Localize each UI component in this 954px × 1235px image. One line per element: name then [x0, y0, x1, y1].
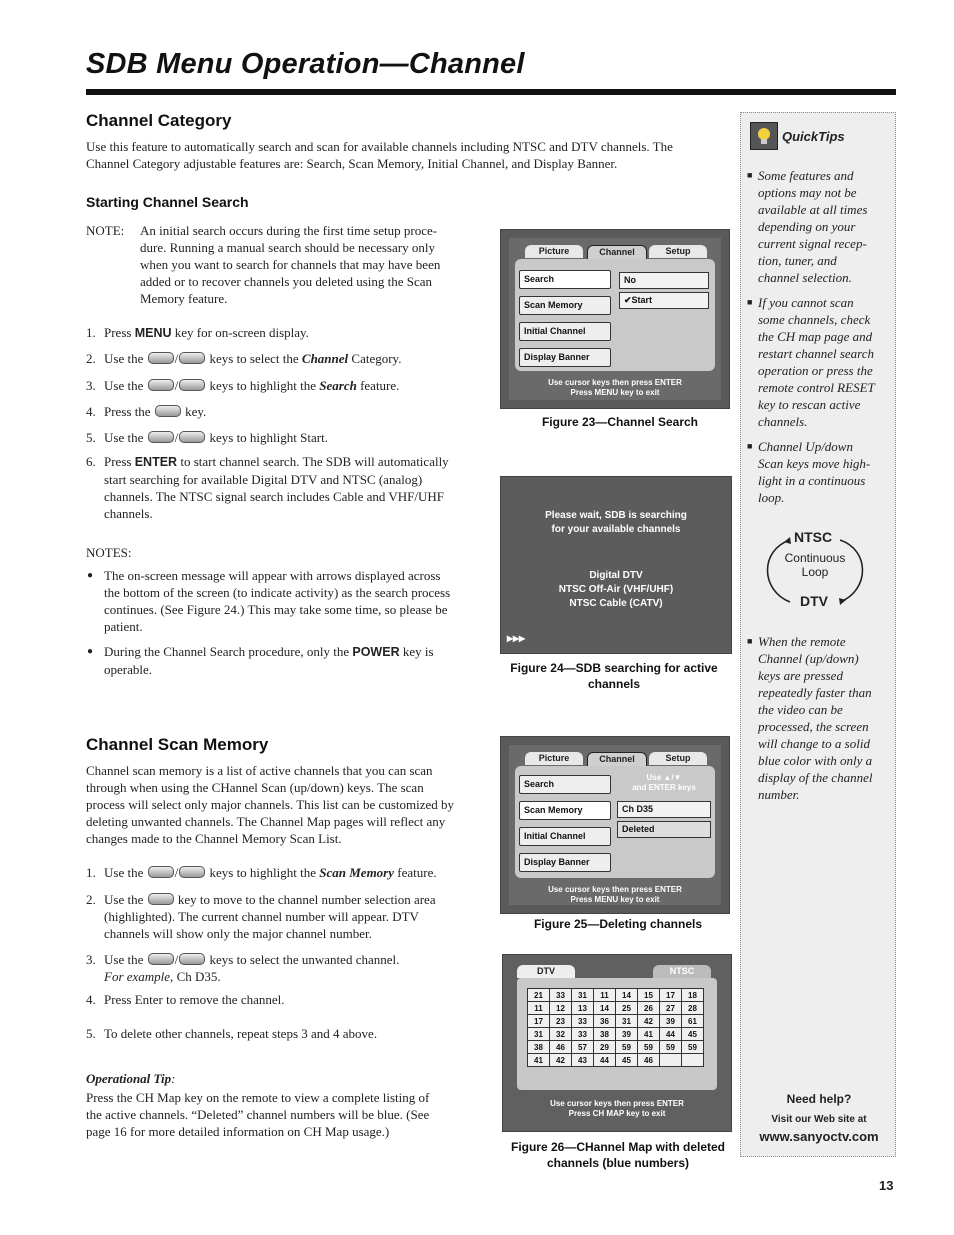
step-number: 3. [86, 378, 96, 393]
tip-line: key to rescan active [758, 397, 861, 412]
loop-center-label [782, 551, 848, 579]
searching-message [511, 509, 721, 537]
tip-line: If you cannot scan [758, 295, 854, 310]
down-arrow-key-icon [179, 379, 205, 391]
menu-item-search: Search [519, 775, 611, 794]
step-number: 1. [86, 325, 96, 340]
tab-picture: Picture [525, 245, 583, 258]
tip-line: available at all times [758, 202, 868, 217]
hint-line: Use cursor keys then press ENTER [548, 378, 682, 387]
channel-cell: 41 [528, 1054, 550, 1067]
step-text: channels. The NTSC signal search includes Cable and VHF/UHF [104, 489, 444, 504]
title-rule [86, 89, 896, 95]
square-bullet-icon: ■ [747, 441, 753, 451]
step-text: keys to select the [206, 351, 302, 366]
figure-25-deleting-channels [500, 736, 730, 914]
visit-label: Visit our Web site at [771, 1114, 867, 1125]
tip-line: operation or press the [758, 363, 873, 378]
intro-line: deleting unwanted channels. The Channel Map pages will reflect any [86, 814, 446, 829]
tip-line: depending on your [758, 219, 856, 234]
channel-cell: 23 [550, 1015, 572, 1028]
loop-label-line: Loop [801, 565, 829, 579]
power-key-label: POWER [352, 645, 400, 659]
tip-line: Some features and [758, 168, 854, 183]
step-text: Use the [104, 378, 147, 393]
step-text: to start channel search. The SDB will automatically [177, 454, 449, 469]
channel-cell [660, 1054, 682, 1067]
hint-line: Use cursor keys then press ENTER [550, 1099, 684, 1108]
channel-cell: 57 [572, 1041, 594, 1054]
help-line: Use ▲/▼ [646, 773, 682, 782]
channel-cell: 38 [594, 1028, 616, 1041]
intro-line: through when using the CHannel Scan (up/down) keys. The scan [86, 780, 424, 795]
tip-line: light in a continuous [758, 473, 866, 488]
channel-cell: 38 [528, 1041, 550, 1054]
tip-line: the active channels. “Deleted” channel numbers will be blue. (See [86, 1107, 430, 1122]
step-text: feature. [394, 865, 437, 880]
website-link[interactable]: www.sanyoctv.com [759, 1129, 879, 1144]
note-line: dure. Running a manual search should be necessary only [140, 240, 435, 255]
note-text: the bottom of the screen (to indicate activity) as the search process [104, 585, 451, 600]
channel-cell: 33 [572, 1028, 594, 1041]
up-arrow-key-icon [148, 431, 174, 443]
option-start: ✔Start [619, 292, 709, 309]
tab-ntsc: NTSC [653, 965, 711, 978]
step-text: Press [104, 454, 135, 469]
menu-item-display-banner: Display Banner [519, 853, 611, 872]
tip-line: Scan keys move high- [758, 456, 871, 471]
channel-cell: 41 [638, 1028, 660, 1041]
caption-line: Figure 24—SDB searching for active [510, 661, 718, 675]
channel-cell: 46 [550, 1041, 572, 1054]
hint-line: Press MENU key to exit [570, 895, 660, 904]
tip-line: restart channel search [758, 346, 875, 361]
help-line: and ENTER keys [632, 783, 696, 792]
up-arrow-key-icon [148, 379, 174, 391]
screen-hint [517, 1099, 717, 1119]
loop-label-line: Continuous [784, 551, 846, 565]
channel-cell: 11 [594, 989, 616, 1002]
channel-cell: 39 [660, 1015, 682, 1028]
step-text: keys to highlight the [206, 865, 320, 880]
step-text: (highlighted). The current channel number will appear. DTV [104, 909, 419, 924]
notes-label: NOTES: [86, 545, 132, 560]
note-line: added or to recover channels you deleted using the Scan [140, 274, 433, 289]
step-text: Press [104, 325, 135, 340]
option-deleted: Deleted [617, 821, 711, 838]
channel-cell: 59 [682, 1041, 704, 1054]
channel-grid-row [528, 1015, 704, 1028]
channel-cell: 15 [638, 989, 660, 1002]
left-arrow-key-icon [148, 352, 174, 364]
tip-line: keys are pressed [758, 668, 843, 683]
step-text: Category. [348, 351, 402, 366]
channel-cell: 13 [572, 1002, 594, 1015]
scan-memory-intro [86, 762, 496, 847]
right-arrow-key-icon [148, 893, 174, 905]
menu-key-label: MENU [134, 326, 172, 340]
tip-line: the video can be [758, 702, 843, 717]
caption-line: channels (blue numbers) [546, 1156, 690, 1170]
loop-ntsc-label: NTSC [794, 529, 833, 545]
step-text: keys to highlight Start. [206, 430, 328, 445]
step-number: 5. [86, 430, 96, 445]
help-text [619, 773, 709, 793]
example-label: For example, [104, 969, 174, 984]
menu-item-scan-memory: Scan Memory [519, 296, 611, 315]
channel-category-heading: Channel Category [86, 111, 232, 130]
step-text: key. [181, 404, 207, 419]
step-text: key to move to the channel number selection area [174, 892, 436, 907]
tip-line: remote control RESET [758, 380, 875, 395]
menu-item-initial-channel: Initial Channel [519, 322, 611, 341]
channel-cell: 59 [660, 1041, 682, 1054]
step-text: keys to highlight the [206, 378, 320, 393]
channel-grid [527, 988, 704, 1067]
tip-line: When the remote [758, 634, 846, 649]
tip-line: channels. [758, 414, 808, 429]
tip-line: will change to a solid [758, 736, 870, 751]
note-text: patient. [104, 619, 143, 634]
step-text: Use the [104, 351, 147, 366]
step-text: channels. [104, 506, 153, 521]
note-text: continues. (See Figure 24.) This may take some time, so please be [104, 602, 448, 617]
channel-cell: 28 [682, 1002, 704, 1015]
option-no: No [619, 272, 709, 289]
channel-cell: 12 [550, 1002, 572, 1015]
note-line: Memory feature. [140, 291, 228, 306]
operational-tip-text [86, 1089, 486, 1140]
channel-cell: 46 [638, 1054, 660, 1067]
channel-cell: 44 [660, 1028, 682, 1041]
intro-line: Channel Category adjustable features are: Search, Scan Memory, Initial Channel, and Display Banner. [86, 156, 618, 171]
channel-grid-row [528, 989, 704, 1002]
page-title: SDB Menu Operation—Channel [86, 48, 525, 80]
up-arrow-key-icon [148, 866, 174, 878]
channel-cell: 14 [594, 1002, 616, 1015]
tip-line: number. [758, 787, 800, 802]
bullet-icon: ● [87, 570, 94, 581]
up-arrow-key-icon [148, 953, 174, 965]
hint-line: Press CH MAP key to exit [568, 1109, 666, 1118]
channel-cell [682, 1054, 704, 1067]
down-arrow-key-icon [179, 431, 205, 443]
screen-hint [515, 378, 715, 398]
lightbulb-icon [750, 122, 778, 150]
tab-channel: Channel [587, 752, 647, 767]
intro-line: Use this feature to automatically search and scan for available channels including NTSC and DTV channels. The [86, 139, 673, 154]
step-number: 5. [86, 1026, 96, 1041]
step-number: 3. [86, 952, 96, 967]
intro-line: Channel scan memory is a list of active channels that you can scan [86, 763, 433, 778]
message-line: Please wait, SDB is searching [545, 510, 687, 521]
step-number: 6. [86, 454, 96, 469]
activity-arrows-icon: ▸▸▸ [507, 631, 526, 645]
menu-item-display-banner: Display Banner [519, 348, 611, 367]
search-type-line: Digital DTV [589, 570, 643, 581]
channel-cell: 61 [682, 1015, 704, 1028]
step-text: channels will show only the major channel number. [104, 926, 372, 941]
tab-picture: Picture [525, 752, 583, 765]
tip-line: channel selection. [758, 270, 852, 285]
channel-cell: 45 [616, 1054, 638, 1067]
channel-cell: 59 [638, 1041, 660, 1054]
step-text: keys to select the unwanted channel. [206, 952, 400, 967]
tab-dtv: DTV [517, 965, 575, 978]
intro-line: changes made to the Channel Memory Scan List. [86, 831, 342, 846]
step-number: 4. [86, 992, 96, 1007]
tip-line: tion, tuner, and [758, 253, 837, 268]
channel-scan-memory-heading: Channel Scan Memory [86, 735, 269, 754]
figure-23-channel-search [500, 229, 730, 409]
channel-cell: 32 [550, 1028, 572, 1041]
figure-24-caption [500, 660, 728, 692]
channel-grid-row [528, 1028, 704, 1041]
square-bullet-icon: ■ [747, 170, 753, 180]
caption-line: Figure 26—CHannel Map with deleted [510, 1140, 726, 1154]
channel-cell: 36 [594, 1015, 616, 1028]
step-text: Press Enter to remove the channel. [104, 992, 285, 1007]
step-text: Use the [104, 430, 147, 445]
tab-channel: Channel [587, 245, 647, 260]
tip-line: options may not be [758, 185, 857, 200]
channel-cell: 14 [616, 989, 638, 1002]
channel-grid-row [528, 1041, 704, 1054]
figure-26-caption [502, 1139, 734, 1171]
channel-cell: 31 [572, 989, 594, 1002]
tip-line: display of the channel [758, 770, 873, 785]
channel-cell: 21 [528, 989, 550, 1002]
intro-line: process will select only major channels. This list can be customized by [86, 797, 455, 812]
channel-cell: 42 [550, 1054, 572, 1067]
enter-key-label: ENTER [134, 455, 178, 469]
tip-line: Channel Up/down [758, 439, 853, 454]
note-line: when you want to search for channels that may have been [140, 257, 441, 272]
channel-cell: 11 [528, 1002, 550, 1015]
channel-cell: 44 [594, 1054, 616, 1067]
step-text: key for on-screen display. [171, 325, 309, 340]
menu-item-scan-memory: Scan Memory [519, 801, 611, 820]
step-emphasis: Scan Memory [319, 865, 395, 880]
hint-line: Press MENU key to exit [570, 388, 660, 397]
tip-line: page 16 for more detailed information on CH Map usage.) [86, 1124, 390, 1139]
channel-cell: 31 [616, 1015, 638, 1028]
square-bullet-icon: ■ [747, 636, 753, 646]
note-text [140, 222, 480, 307]
search-type-line: NTSC Off-Air (VHF/UHF) [558, 584, 674, 595]
channel-grid-row [528, 1054, 704, 1067]
example-text: Ch D35. [173, 969, 221, 984]
option-channel-number: Ch D35 [617, 801, 711, 818]
figure-23-caption: Figure 23—Channel Search [541, 415, 699, 429]
tip-line: the CH map page and [758, 329, 873, 344]
menu-item-initial-channel: Initial Channel [519, 827, 611, 846]
channel-cell: 42 [638, 1015, 660, 1028]
step-text: feature. [356, 378, 400, 393]
step-text: Use the [104, 892, 147, 907]
tip-line: processed, the screen [758, 719, 869, 734]
menu-screen [509, 238, 721, 400]
channel-cell: 17 [528, 1015, 550, 1028]
need-help-label: Need help? [786, 1092, 852, 1106]
step-emphasis: Channel [301, 351, 349, 366]
right-arrow-key-icon [179, 352, 205, 364]
operational-tip-label: Operational Tip: [86, 1071, 176, 1086]
tab-setup: Setup [649, 245, 707, 258]
channel-cell: 29 [594, 1041, 616, 1054]
step-number: 1. [86, 865, 96, 880]
bullet-icon: ● [87, 646, 94, 657]
right-arrow-key-icon [155, 405, 181, 417]
step-text: Use the [104, 952, 147, 967]
search-type-line: NTSC Cable (CATV) [569, 598, 663, 609]
message-line: for your available channels [551, 524, 681, 535]
channel-cell: 27 [660, 1002, 682, 1015]
channel-cell: 26 [638, 1002, 660, 1015]
menu-item-search: Search [519, 270, 611, 289]
figure-25-caption: Figure 25—Deleting channels [533, 917, 703, 931]
down-arrow-key-icon [179, 866, 205, 878]
note-text: The on-screen message will appear with arrows displayed across [104, 568, 441, 583]
quicktips-title: QuickTips [782, 129, 845, 144]
note-label: NOTE: [86, 223, 125, 238]
starting-channel-search-heading: Starting Channel Search [86, 194, 249, 210]
channel-cell: 39 [616, 1028, 638, 1041]
channel-cell: 18 [682, 989, 704, 1002]
tip-line: repeatedly faster than [758, 685, 872, 700]
channel-cell: 43 [572, 1054, 594, 1067]
menu-screen [509, 745, 721, 905]
channel-cell: 59 [616, 1041, 638, 1054]
tip-label-text: Operational Tip [86, 1071, 172, 1086]
tab-setup: Setup [649, 752, 707, 765]
page-number: 13 [879, 1178, 894, 1193]
channel-cell: 45 [682, 1028, 704, 1041]
channel-cell: 17 [660, 989, 682, 1002]
search-types [511, 569, 721, 611]
channel-map-panel [517, 978, 717, 1090]
step-text: Press the [104, 404, 154, 419]
caption-line: channels [587, 677, 641, 691]
note-line: An initial search occurs during the first time setup proce- [140, 223, 438, 238]
tip-line: blue color with only a [758, 753, 873, 768]
step-number: 2. [86, 892, 96, 907]
square-bullet-icon: ■ [747, 297, 753, 307]
tip-line: Press the CH Map key on the remote to view a complete listing of [86, 1090, 430, 1105]
step-number: 4. [86, 404, 96, 419]
tip-line: some channels, check [758, 312, 871, 327]
tip-line: current signal recep- [758, 236, 867, 251]
tip-line: loop. [758, 490, 785, 505]
down-arrow-key-icon [179, 953, 205, 965]
step-emphasis: Search [319, 378, 357, 393]
channel-category-intro [86, 138, 736, 172]
note-text: operable. [104, 662, 153, 677]
channel-grid-row [528, 1002, 704, 1015]
step-text: Use the [104, 865, 147, 880]
channel-cell: 33 [550, 989, 572, 1002]
step-text: start searching for available Digital DTV and NTSC (analog) [104, 472, 423, 487]
step-text: To delete other channels, repeat steps 3 and 4 above. [104, 1026, 378, 1041]
figure-24-sdb-searching [500, 476, 732, 654]
screen-hint [515, 885, 715, 905]
tip-line: Channel (up/down) [758, 651, 859, 666]
note-text: key is [399, 644, 434, 659]
channel-cell: 25 [616, 1002, 638, 1015]
channel-cell: 31 [528, 1028, 550, 1041]
channel-cell: 33 [572, 1015, 594, 1028]
step-number: 2. [86, 351, 96, 366]
note-text: During the Channel Search procedure, only the [104, 644, 353, 659]
hint-line: Use cursor keys then press ENTER [548, 885, 682, 894]
figure-26-channel-map [502, 954, 732, 1132]
loop-dtv-label: DTV [800, 593, 828, 609]
